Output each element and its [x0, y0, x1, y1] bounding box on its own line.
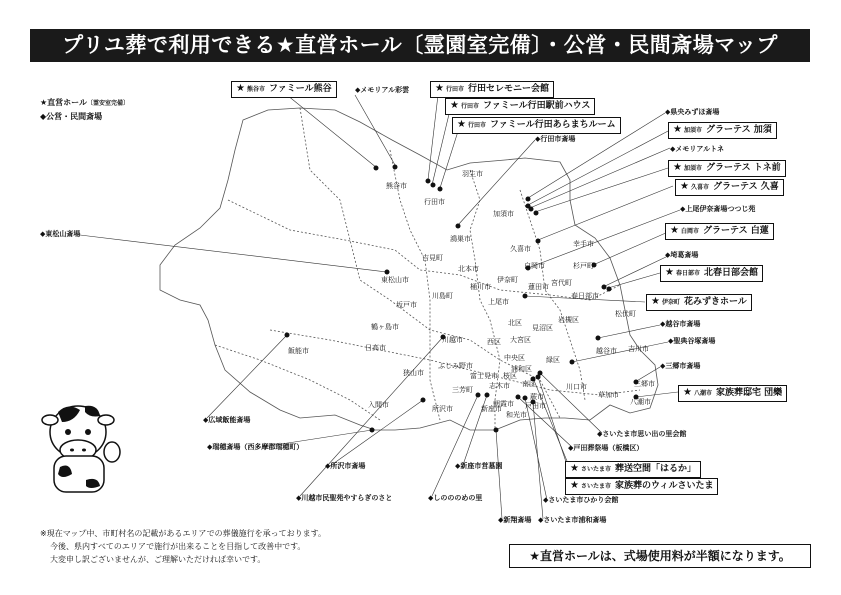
city-label: 蓮田市 [528, 283, 549, 291]
direct-hall-gratess-kuki[interactable]: ★ 久喜市 グラーテス 久喜 [675, 179, 784, 196]
city-label: 三芳町 [452, 386, 473, 394]
legend-direct: ★直営ホール [40, 98, 88, 107]
city-label: 熊谷市 [386, 182, 407, 190]
notice-line: 今後、県内すべてのエリアで施行が出来ることを目指して改善中です。 [50, 542, 306, 551]
public-hall-label[interactable]: ◆行田市斎場 [535, 135, 576, 143]
direct-hall-gratess-tonemae[interactable]: ★ 加須市 グラーテス トネ前 [668, 160, 786, 177]
city-label: 宮代町 [551, 279, 572, 287]
public-hall-label[interactable]: ◆三郷市斎場 [660, 362, 701, 370]
public-hall-label[interactable]: ◆県央みずほ斎場 [665, 108, 720, 116]
public-hall-label[interactable]: ◆新座市営墓園 [455, 462, 503, 470]
direct-hall-gratess-byakuren[interactable]: ★ 白岡市 グラーテス 白蓮 [665, 223, 774, 240]
city-label: 越谷市 [596, 347, 617, 355]
city-label: 北本市 [458, 265, 479, 273]
direct-hall-haruka[interactable]: ★ さいたま市 葬送空間「はるか」 [565, 461, 701, 478]
direct-hall-kitakasukabe[interactable]: ★ 春日部市 北春日部会館 [660, 265, 763, 282]
city-label: 朝霞市 [493, 400, 514, 408]
city-label: 松伏町 [615, 310, 636, 318]
direct-hall-gyoda-ceremony[interactable]: ★ 行田市 行田セレモニー会館 [430, 81, 554, 98]
city-label: 伊奈町 [497, 276, 518, 284]
direct-hall-hanamizuki[interactable]: ★ 伊奈町 花みずきホール [646, 294, 752, 311]
city-label: 入間市 [368, 401, 389, 409]
city-label: 桜区 [503, 372, 517, 380]
public-hall-label[interactable]: ◆メモリアル彩雲 [355, 86, 410, 94]
city-label: 新座市 [481, 405, 502, 413]
city-label: 羽生市 [462, 170, 483, 178]
public-hall-label[interactable]: ◆瑞穂斎場（西多摩郡瑞穂町） [207, 443, 304, 451]
public-hall-label[interactable]: ◆広域飯能斎場 [203, 416, 251, 424]
discount-banner: ★直営ホールは、式場使用料が半額になります。 [509, 544, 811, 568]
city-label: 浦和区 [511, 365, 532, 373]
direct-hall-gratess-kazo[interactable]: ★ 加須市 グラーテス 加須 [668, 122, 777, 139]
city-label: 富士見市 [470, 372, 498, 380]
city-label: ふじみ野市 [438, 362, 473, 370]
city-label: 和光市 [506, 411, 527, 419]
city-label: 川口市 [566, 383, 587, 391]
city-label: 鴻巣市 [450, 235, 471, 243]
public-hall-label[interactable]: ◆さいたま市浦和斎場 [538, 516, 607, 524]
city-label: 見沼区 [532, 324, 553, 332]
direct-hall-will-saitama[interactable]: ★ さいたま市 家族葬のウィルさいたま [565, 478, 718, 495]
city-label: 戸田市 [525, 402, 546, 410]
public-hall-label[interactable]: ◆さいたま市ひかり会館 [543, 496, 619, 504]
city-label: 加須市 [493, 210, 514, 218]
direct-hall-familiar-kumagaya[interactable]: ★ 熊谷市 ファミール熊谷 [231, 81, 337, 98]
city-label: 岩槻区 [558, 316, 579, 324]
public-hall-label[interactable]: ◆埼葛斎場 [665, 251, 699, 259]
city-label: 白岡市 [524, 262, 545, 270]
public-hall-label[interactable]: ◆上尾伊奈斎場つつじ苑 [680, 205, 756, 213]
city-label: 八潮市 [630, 398, 651, 406]
city-label: 緑区 [546, 356, 560, 364]
notice-line: 大変申し訳ございませんが、ご理解いただければ幸いです。 [50, 555, 266, 564]
public-hall-label[interactable]: ◆所沢市斎場 [325, 462, 366, 470]
notice-line: ※現在マップ中、市町村名の記載があるエリアでの葬儀施行を承っております。 [40, 529, 326, 538]
city-label: 川越市 [442, 336, 463, 344]
city-label: 中央区 [504, 354, 525, 362]
city-label: 久喜市 [510, 245, 531, 253]
city-label: 飯能市 [288, 347, 309, 355]
city-label: 日高市 [365, 344, 386, 352]
city-label: 行田市 [424, 198, 445, 206]
city-label: 杉戸町 [573, 262, 594, 270]
public-hall-label[interactable]: ◆聖典谷塚斎場 [668, 337, 716, 345]
public-hall-label[interactable]: ◆川越市民聖苑やすらぎのさと [296, 494, 393, 502]
direct-hall-familiar-gyoda-ekimae[interactable]: ★ 行田市 ファミール行田駅前ハウス [445, 98, 595, 115]
public-hall-label[interactable]: ◆メモリアルトネ [670, 145, 725, 153]
city-label: 幸手市 [573, 240, 594, 248]
city-label: 上尾市 [488, 298, 509, 306]
city-label: 所沢市 [432, 405, 453, 413]
city-label: 桶川市 [470, 283, 491, 291]
city-label: 春日部市 [571, 292, 599, 300]
city-label: 西区 [487, 338, 501, 346]
legend-public: ◆公営・民間斎場 [40, 112, 103, 121]
direct-hall-familiar-gyoda-aramachi[interactable]: ★ 行田市 ファミール行田あらまちルーム [452, 117, 621, 134]
notice-text [40, 527, 326, 566]
public-hall-label[interactable]: ◆しのののめの里 [428, 494, 483, 502]
city-label: 南区 [522, 380, 536, 388]
city-label: 坂戸市 [396, 301, 417, 309]
public-hall-label[interactable]: ◆さいたま市思い出の里会館 [597, 430, 687, 438]
cow-mascot-icon [40, 392, 130, 502]
map-title: プリユ葬で利用できる★直営ホール〔霊園室完備〕・公営・民間斎場マップ [30, 29, 810, 62]
direct-hall-danran[interactable]: ★ 八潮市 家族葬邸宅 団欒 [678, 385, 787, 402]
city-label: 北区 [508, 319, 522, 327]
city-label: 志木市 [489, 382, 510, 390]
public-hall-label[interactable]: ◆越谷市斎場 [660, 320, 701, 328]
city-label: 狭山市 [403, 369, 424, 377]
city-label: 鶴ヶ島市 [371, 323, 399, 331]
public-hall-label[interactable]: ◆新翔斎場 [498, 516, 532, 524]
city-label: 吉川市 [628, 345, 649, 353]
city-label: 川島町 [432, 292, 453, 300]
city-label: 三郷市 [634, 380, 655, 388]
city-label: 大宮区 [510, 336, 531, 344]
legend-direct-sub: 〔霊安室完備〕 [87, 100, 130, 107]
city-label: 草加市 [598, 391, 619, 399]
public-hall-label[interactable]: ◆東松山斎場 [40, 230, 81, 238]
city-label: 蕨市 [530, 393, 544, 401]
city-label: 東松山市 [381, 276, 409, 284]
public-hall-label[interactable]: ◆戸田葬祭場（板橋区） [568, 444, 644, 452]
city-label: 吉見町 [422, 254, 443, 262]
